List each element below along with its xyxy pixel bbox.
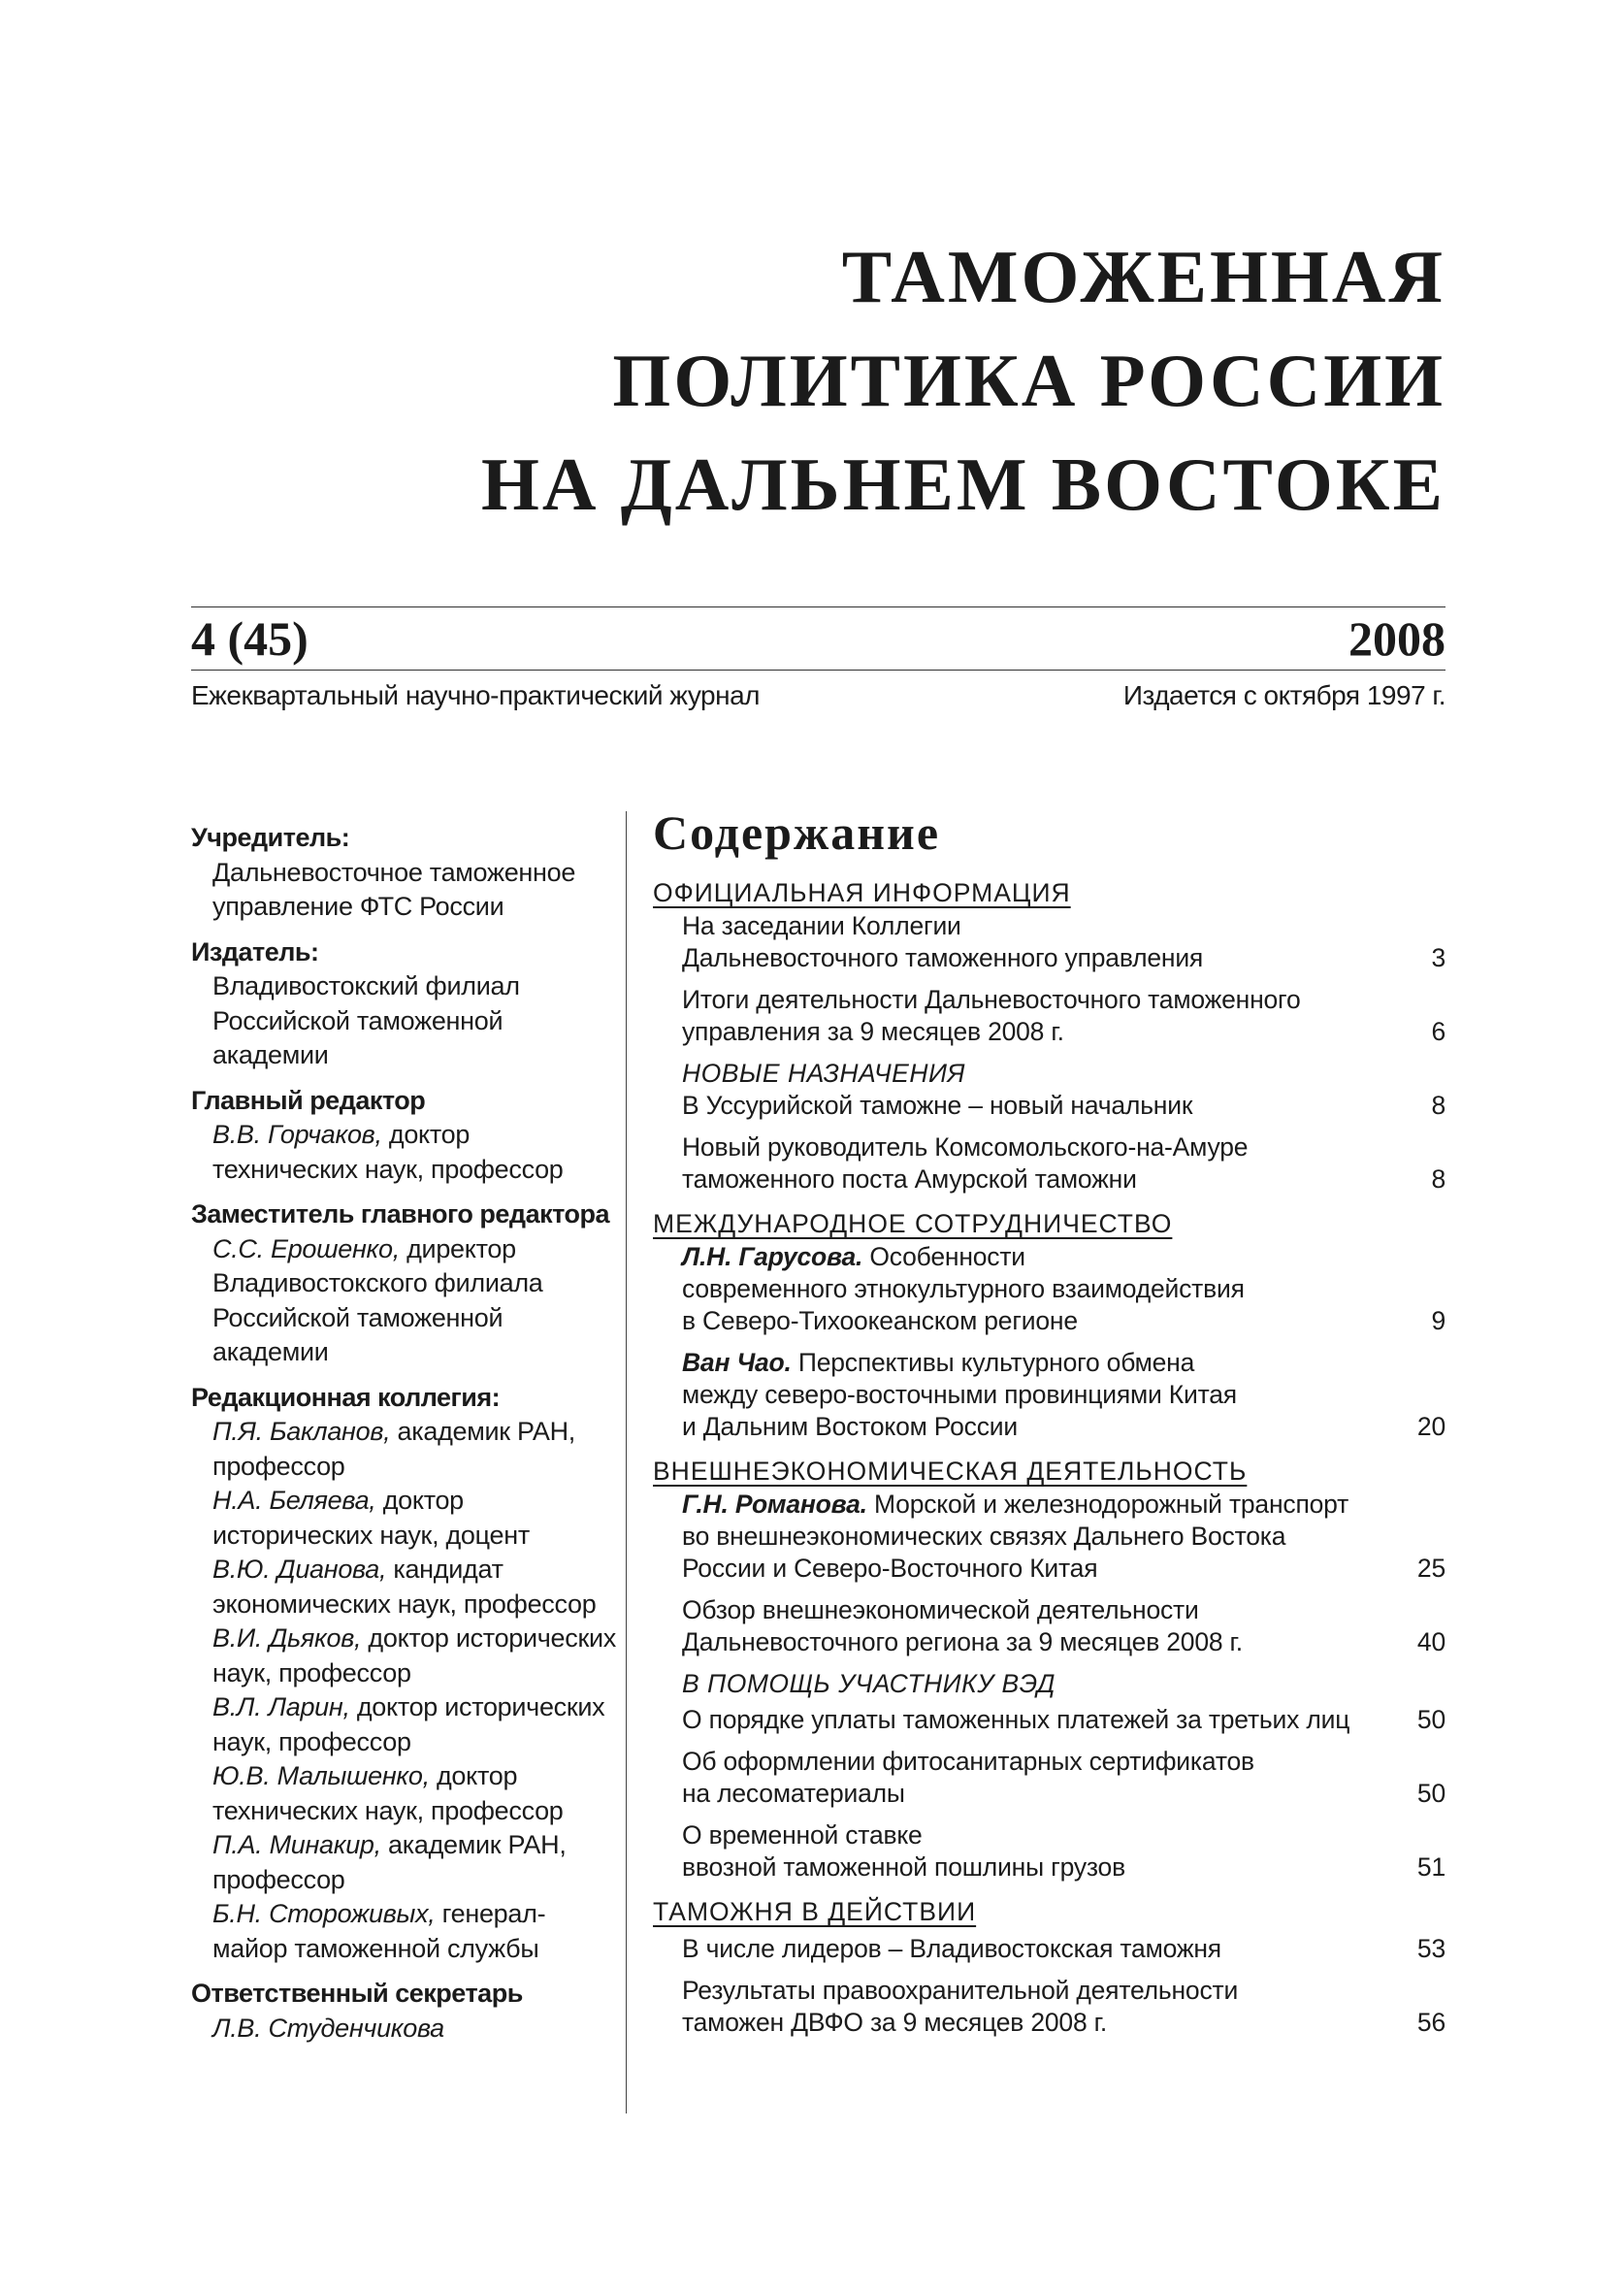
- chief-editor-label: Главный редактор: [191, 1085, 426, 1115]
- board-member: [191, 1828, 618, 1897]
- toc-item-line: [682, 1241, 1387, 1273]
- deputy-editor-title: директор Владивостокского филиала Российской таможенной академии: [212, 1233, 543, 1366]
- column-divider: [626, 811, 627, 2113]
- toc-author: Ван Чао.: [682, 1348, 792, 1377]
- board-member-title: академик РАН, профессор: [212, 1417, 576, 1481]
- toc-item-line: На заседании Коллегии: [682, 911, 961, 940]
- toc-item-text: Особенности: [862, 1242, 1025, 1271]
- toc-item-line: во внешнеэкономических связях Дальнего Востока: [682, 1522, 1286, 1551]
- toc-item-text: Морской и железнодорожный транспорт: [866, 1490, 1349, 1519]
- toc-item[interactable]: [653, 1241, 1445, 1337]
- chief-editor-name: В.В. Горчаков,: [212, 1120, 382, 1149]
- founder-label: Учредитель:: [191, 823, 350, 852]
- toc-item-line: на лесоматериалы: [682, 1779, 905, 1808]
- board-member-name: В.И. Дьяков,: [212, 1623, 362, 1653]
- toc-item[interactable]: [653, 1090, 1445, 1122]
- toc-item[interactable]: [653, 984, 1445, 1048]
- toc-item-line: Обзор внешнеэкономической деятельности: [682, 1595, 1199, 1624]
- toc-page-number: 50: [1416, 1705, 1445, 1734]
- toc-author: Г.Н. Романова.: [682, 1490, 867, 1519]
- journal-type: Ежеквартальный научно-практический журнал: [191, 680, 760, 710]
- deputy-editor-block: [191, 1197, 618, 1370]
- table-of-contents: [653, 802, 1445, 2039]
- toc-page-number: 9: [1431, 1306, 1445, 1335]
- board-member: [191, 1690, 618, 1759]
- toc-item-line: [682, 1489, 1387, 1521]
- board-member-title: академик РАН, профессор: [212, 1830, 567, 1894]
- board-member: [191, 1415, 618, 1484]
- toc-item-line: [682, 1347, 1387, 1379]
- toc-item-line: в Северо-Тихоокеанском регионе: [682, 1306, 1078, 1335]
- issue-number: 4 (45): [191, 611, 309, 666]
- toc-author: Л.Н. Гарусова.: [682, 1242, 863, 1271]
- toc-item-line: В Уссурийской таможне – новый начальник: [682, 1091, 1193, 1120]
- board-member-name: П.Я. Бакланов,: [212, 1417, 391, 1446]
- toc-item-text: Перспективы культурного обмена: [791, 1348, 1195, 1377]
- editorial-board-label: Редакционная коллегия:: [191, 1382, 501, 1412]
- founder-block: [191, 821, 618, 925]
- toc-item[interactable]: [653, 1489, 1445, 1585]
- toc-item-line: России и Северо-Восточного Китая: [682, 1554, 1098, 1583]
- board-member: [191, 1621, 618, 1690]
- toc-item-line: современного этнокультурного взаимодействия: [682, 1274, 1245, 1303]
- toc-item[interactable]: [653, 1704, 1445, 1736]
- deputy-editor-name: С.С. Ерошенко,: [212, 1233, 400, 1263]
- toc-item-line: О временной ставке: [682, 1820, 923, 1850]
- editorial-board-block: [191, 1381, 618, 1967]
- subsection-heading: НОВЫЕ НАЗНАЧЕНИЯ: [682, 1059, 965, 1088]
- toc-item-line: Дальневосточного таможенного управления: [682, 943, 1204, 972]
- top-rule: [191, 606, 1445, 607]
- toc-page-number: 53: [1416, 1934, 1445, 1963]
- toc-page-number: 50: [1416, 1779, 1445, 1808]
- toc-page-number: 6: [1431, 1017, 1445, 1046]
- chief-editor-entry: [191, 1118, 618, 1187]
- board-member-name: Б.Н. Стороживых,: [212, 1899, 436, 1928]
- board-member-title: доктор технических наук, профессор: [212, 1761, 564, 1825]
- toc-item-line: между северо-восточными провинциями Китая: [682, 1380, 1237, 1409]
- chief-editor-block: [191, 1084, 618, 1188]
- published-since: Издается с октября 1997 г.: [1122, 680, 1445, 710]
- toc-item[interactable]: [653, 1975, 1445, 2039]
- publisher-label: Издатель:: [191, 936, 319, 966]
- journal-title-line-1: ТАМОЖЕННАЯ: [841, 235, 1445, 318]
- toc-page-number: 8: [1431, 1164, 1445, 1194]
- toc-item-line: Новый руководитель Комсомольского-на-Амуре: [682, 1132, 1249, 1162]
- board-member-title: доктор исторических наук, профессор: [212, 1692, 605, 1756]
- secretary-entry: [191, 2012, 618, 2047]
- toc-page-number: 40: [1416, 1627, 1445, 1656]
- secretary-block: [191, 1977, 618, 2046]
- masthead: [191, 821, 618, 2056]
- board-member-title: генерал-майор таможенной службы: [212, 1899, 546, 1963]
- toc-page-number: 20: [1416, 1412, 1445, 1441]
- contents-title: Содержание: [653, 805, 941, 860]
- board-member: [191, 1484, 618, 1553]
- toc-page-number: 25: [1416, 1554, 1445, 1583]
- secretary-label: Ответственный секретарь: [191, 1979, 523, 2008]
- toc-item-line: В числе лидеров – Владивостокская таможня: [682, 1934, 1221, 1963]
- toc-item-line: таможен ДВФО за 9 месяцев 2008 г.: [682, 2008, 1108, 2037]
- publisher-text: Владивостокский филиал Российской таможенной академии: [212, 971, 520, 1069]
- toc-page-number: 8: [1431, 1091, 1445, 1120]
- board-member-name: П.А. Минакир,: [212, 1830, 381, 1859]
- board-member: [191, 1553, 618, 1621]
- toc-item[interactable]: [653, 1347, 1445, 1443]
- toc-item[interactable]: [653, 1746, 1445, 1810]
- toc-item-line: таможенного поста Амурской таможни: [682, 1164, 1137, 1194]
- board-member: [191, 1897, 618, 1966]
- deputy-editor-entry: [191, 1232, 618, 1370]
- publisher-block: [191, 935, 618, 1073]
- section-heading: ОФИЦИАЛЬНАЯ ИНФОРМАЦИЯ: [653, 878, 1071, 907]
- board-member: [191, 1759, 618, 1828]
- toc-item[interactable]: [653, 910, 1445, 974]
- board-member-name: В.Ю. Дианова,: [212, 1555, 387, 1584]
- founder-text: Дальневосточное таможенное управление ФТС России: [212, 857, 576, 921]
- toc-item[interactable]: [653, 1933, 1445, 1965]
- toc-item-line: и Дальним Востоком России: [682, 1412, 1018, 1441]
- section-heading: МЕЖДУНАРОДНОЕ СОТРУДНИЧЕСТВО: [653, 1209, 1173, 1238]
- toc-item-line: О порядке уплаты таможенных платежей за третьих лиц: [682, 1705, 1350, 1734]
- toc-item[interactable]: [653, 1819, 1445, 1884]
- deputy-editor-label: Заместитель главного редактора: [191, 1199, 609, 1228]
- journal-title: [481, 225, 1445, 537]
- issue-year: 2008: [1348, 611, 1445, 666]
- board-member-title: доктор исторических наук, доцент: [212, 1486, 530, 1550]
- toc-item-line: Дальневосточного региона за 9 месяцев 2008 г.: [682, 1627, 1243, 1656]
- secretary-name: Л.В. Студенчикова: [212, 2013, 444, 2043]
- section-heading: ТАМОЖНЯ В ДЕЙСТВИИ: [653, 1897, 977, 1926]
- toc-item-line: управления за 9 месяцев 2008 г.: [682, 1017, 1064, 1046]
- toc-item[interactable]: [653, 1594, 1445, 1658]
- board-member-name: Ю.В. Малышенко,: [212, 1761, 430, 1790]
- toc-page-number: 51: [1416, 1852, 1445, 1882]
- board-member-name: В.Л. Ларин,: [212, 1692, 350, 1721]
- toc-item-line: Итоги деятельности Дальневосточного таможенного: [682, 985, 1301, 1014]
- board-member-title: кандидат экономических наук, профессор: [212, 1555, 597, 1619]
- board-member-title: доктор исторических наук, профессор: [212, 1623, 616, 1687]
- subsection-heading: В ПОМОЩЬ УЧАСТНИКУ ВЭД: [682, 1669, 1056, 1698]
- toc-item-line: Об оформлении фитосанитарных сертификатов: [682, 1747, 1254, 1776]
- chief-editor-title: доктор технических наук, профессор: [212, 1120, 564, 1184]
- section-heading: ВНЕШНЕЭКОНОМИЧЕСКАЯ ДЕЯТЕЛЬНОСТЬ: [653, 1457, 1248, 1486]
- journal-title-line-2: ПОЛИТИКА РОССИИ: [612, 339, 1445, 422]
- toc-item-line: Результаты правоохранительной деятельности: [682, 1976, 1239, 2005]
- toc-item-line: ввозной таможенной пошлины грузов: [682, 1852, 1125, 1882]
- toc-item[interactable]: [653, 1131, 1445, 1196]
- bottom-rule: [191, 670, 1445, 671]
- board-member-name: Н.А. Беляева,: [212, 1486, 376, 1515]
- toc-page-number: 56: [1416, 2008, 1445, 2037]
- toc-page-number: 3: [1431, 943, 1445, 972]
- journal-title-line-3: НА ДАЛЬНЕМ ВОСТОКЕ: [480, 442, 1445, 526]
